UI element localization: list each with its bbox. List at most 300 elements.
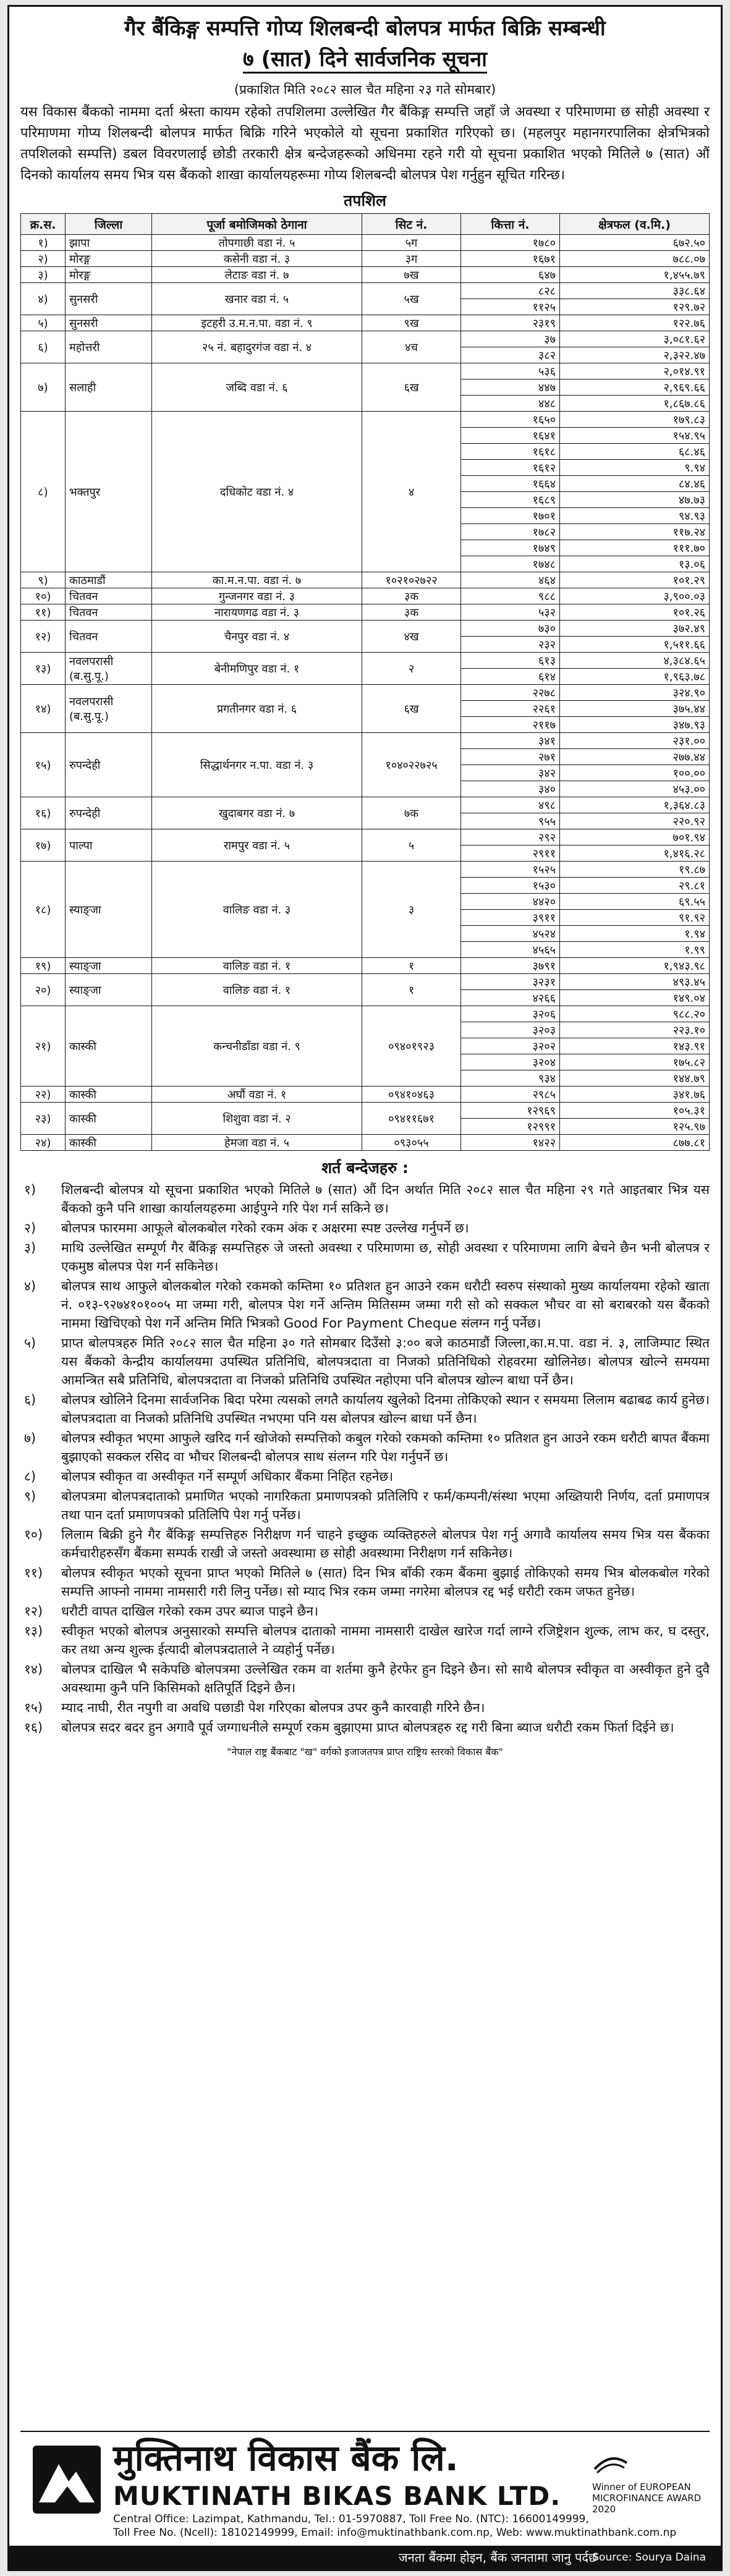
cell-district: स्याङ्जा: [66, 958, 152, 974]
cell-district: भक्तपुर: [66, 412, 152, 572]
cell-area: २,३२२.४७: [560, 347, 710, 363]
cell-sn: ६): [21, 331, 66, 363]
cell-address: वालिङ वडा नं. १: [152, 958, 362, 974]
cell-plot: १६८९: [461, 492, 560, 508]
condition-number: ९): [24, 1489, 36, 1504]
table-row: [21, 1006, 710, 1022]
condition-number: १५): [24, 1700, 43, 1715]
cell-sheet: ५ख: [362, 283, 461, 315]
cell-sn: १९): [21, 958, 66, 974]
cell-plot: ६१४: [461, 669, 560, 685]
condition-text: बोलपत्र साथ आफुले बोलकबोल गरेको रकमको कम्तिमा १० प्रतिशत हुन आउने रकम धरौटी स्वरुप संस्थाको मुख्य कार्यालयमा रहेको खाता नं. ०१३-९२७४१०१००५ मा जम्मा गरी, बोलपत्र पेश गर्ने अन्तिम मितिसम्म जम्मा गरी सो को सक्कल भौचर वा सो बराबरको यस बैंकको नाममा खिचिएको पेश गर्ने अन्तिम मिति भित्रको Good For Payment Cheque संलग्न गर्नु पर्नेछ।: [61, 1279, 710, 1331]
cell-sn: ३): [21, 267, 66, 283]
cell-sn: १८): [21, 862, 66, 958]
condition-item: [20, 1467, 710, 1486]
cell-plot: ४४८: [461, 396, 560, 412]
table-row: [21, 604, 710, 621]
cell-district: कास्की: [66, 1135, 152, 1151]
cell-plot: ३२०४: [461, 1054, 560, 1070]
condition-item: [20, 1718, 710, 1737]
cell-area: २७७.४४: [560, 749, 710, 765]
bank-logo-icon: [33, 2446, 101, 2514]
cell-area: २२०.९२: [560, 813, 710, 829]
cell-plot: ४४७: [461, 379, 560, 396]
condition-number: १४): [24, 1662, 43, 1677]
award-swirl-icon: [592, 2451, 629, 2475]
cell-plot: २३१९: [461, 315, 560, 331]
intro-paragraph: यस विकास बैंकको नाममा दर्ता श्रेस्ता कायम रहेको तपशिलमा उल्लेखित गैर बैंकिङ्ग सम्पत्ति जहाँ जे अवस्था र परिमाणमा छ सोही अवस्था र परिमाणमा गोप्य शिलबन्दी बोलपत्र मार्फत बिक्रि गरिने भएकोले यो सूचना प्रकाशित गरिएको छ। (महलपुर महानगरपालिका क्षेत्रभित्रको तपशिलको सम्पत्ति) डबल विवरणलाई छोडी तरकारी क्षेत्र बन्देजहरूको अधिनमा रहने गरी यो सूचना प्रकाशित भएको मितिले ७ (सात) औं दिनको कार्यालय समय भित्र यस बैंकको शाखा कार्यालयहरूमा गोप्य शिलबन्दी बोलपत्र पेश गर्नुहुन सूचित गरिन्छ।: [20, 104, 710, 183]
cell-sn: १७): [21, 829, 66, 862]
table-row: [21, 733, 710, 749]
table-row: [21, 588, 710, 604]
cell-area: १,४१६.२८: [560, 845, 710, 862]
cell-area: ३३८.६४: [560, 283, 710, 299]
condition-item: [20, 1622, 710, 1659]
award-badge: [592, 2451, 703, 2515]
cell-address: हेमजा वडा नं. ५: [152, 1135, 362, 1151]
table-row: [21, 958, 710, 974]
condition-item: [20, 1602, 710, 1621]
cell-district: स्याङ्जा: [66, 862, 152, 958]
cell-address: जब्दि वडा नं. ६: [152, 363, 362, 412]
cell-address: वालिङ वडा नं. १: [152, 974, 362, 1006]
cell-address: बेनीमणिपुर वडा नं. १: [152, 653, 362, 685]
notice-title: गैर बैंकिङ्ग सम्पत्ति गोप्य शिलबन्दी बोलपत्र मार्फत बिक्रि सम्बन्धी: [124, 16, 606, 41]
license-note: "नेपाल राष्ट्र बैंकबाट "ख" वर्गको इजाजतपत्र प्राप्त राष्ट्रिय स्तरको विकास बैंक": [226, 1746, 504, 1758]
cell-area: ३२४.९०: [560, 685, 710, 701]
condition-item: [20, 1487, 710, 1524]
condition-item: [20, 1334, 710, 1389]
condition-text: शिलबन्दी बोलपत्र यो सूचना प्रकाशित भएको मितिले ७ (सात) औं दिन अर्थात मिति २०८२ साल चैत महिना २९ गते आइतबार भित्र यस बैंकको कुनै पनि शाखा कार्यालयहरुमा आईपुग्ने गरि पेश गर्न सकिने छ।: [61, 1182, 710, 1216]
cell-sn: २४): [21, 1135, 66, 1151]
condition-text: बोलपत्र फारममा आफूले बोलकबोल गरेको रकम अंक र अक्षरमा स्पष्ट उल्लेख गर्नुपर्ने छ।: [61, 1221, 469, 1235]
cell-plot: २२६१: [461, 701, 560, 717]
condition-text: लिलाम बिक्री हुने गैर बैंकिङ्ग सम्पत्तिहरु निरीक्षण गर्न चाहने इच्छुक व्यक्तिहरुले बोलपत्र पेश गर्नु अगावै कार्यालय समय भित्र यस बैंकका कर्मचारीहरुसँग बैंकमा सम्पर्क राखी जे जस्तो अवस्थामा छ सोही अवस्थामा निरीक्षण गर्न सकिनेछ।: [61, 1527, 710, 1561]
cell-area: १७९.८३: [560, 412, 710, 428]
cell-sheet: ७ख: [362, 267, 461, 283]
condition-text: माथि उल्लेखित सम्पूर्ण गैर बैंकिङ्ग सम्पत्तिहरु जे जस्तो अवस्था र परिमाणमा छ, सोही अवस्था र परिमाणमा लागि बेचने छैन भनी बोलपत्र र एकमुष्ठ बोलपत्र पेश गर्न सकिनेछ।: [61, 1240, 710, 1274]
cell-plot: १६५०: [461, 412, 560, 428]
cell-plot: ९५५: [461, 813, 560, 829]
cell-plot: ५३२: [461, 604, 560, 621]
cell-plot: ४४२०: [461, 894, 560, 910]
cell-sheet: ४: [362, 412, 461, 572]
cell-sn: ७): [21, 363, 66, 412]
cell-area: ३४७.९३: [560, 717, 710, 733]
cell-plot: १६१८: [461, 444, 560, 460]
header-area: क्षेत्रफल (व.मि.): [560, 214, 710, 235]
cell-area: ३४१.७६: [560, 1087, 710, 1103]
cell-area: ९८८.२०: [560, 1006, 710, 1022]
condition-text: बोलपत्र खोलिने दिनमा सार्वजनिक बिदा परेमा त्यसको लगतै कार्यालय खुलेको दिनमा तोकिएको स्थान र समयमा लिलाम बढाबढ कार्य हुनेछ। बोलपत्रदाता वा निजको प्रतिनिधि उपस्थित नभएमा पनि यस बोलपत्र खोल्न बाधा पर्ने छैन।: [61, 1392, 710, 1426]
condition-item: [20, 1219, 710, 1237]
cell-plot: ४२६६: [461, 990, 560, 1006]
table-body: [21, 235, 710, 1151]
table-row: [21, 685, 710, 701]
cell-area: ९१.९२: [560, 910, 710, 926]
cell-sheet: ०९३०५५: [362, 1135, 461, 1151]
cell-sn: २०): [21, 974, 66, 1006]
cell-sn: २): [21, 251, 66, 267]
condition-text: बोलपत्र स्वीकृत भएमा आफुले खरिद गर्न खोजेको सम्पत्तिको कबुल गरेको रकमको कम्तिमा १० प्रतिशत हुन आउने रकम धरौटी बापत बैंकमा बुझाएको सक्कल रसिद वा भौचर शिलबन्दी बोलपत्र साथ संलग्न गरि पेश गर्नुपर्ने छ।: [61, 1431, 710, 1464]
cell-area: १०५.३१: [560, 1103, 710, 1119]
cell-area: १७५.८२: [560, 1054, 710, 1070]
cell-sheet: ०९४०१९२३: [362, 1006, 461, 1087]
cell-sn: १४): [21, 685, 66, 733]
source-credit: Source: Sourya Daina: [592, 2551, 706, 2564]
cell-area: १२९.७२: [560, 299, 710, 315]
cell-area: १,८६७.८६: [560, 396, 710, 412]
cell-district: चितवन: [66, 621, 152, 653]
table-row: [21, 235, 710, 251]
cell-plot: ४५२४: [461, 926, 560, 942]
cell-area: १२२.७६: [560, 315, 710, 331]
condition-text: बोलपत्र दाखिल भै सकेपछि बोलपत्रमा उल्लेखित रकम वा शर्तमा कुनै हेरफेर हुन दिइने छैन। सो साथै बोलपत्र स्वीकृत वा अस्वीकृत हुने दुवै अवस्थामा कुनै पनि किसिमको क्षतिपूर्ति दिइने छैन।: [61, 1662, 710, 1695]
cell-address: रामपुर वडा नं. ५: [152, 829, 362, 862]
notice-subtitle-text: ७ (सात) दिने सार्वजनिक सूचना: [243, 47, 487, 74]
cell-plot: १७८०: [461, 235, 560, 251]
cell-district: कास्की: [66, 1103, 152, 1135]
table-header-row: [21, 214, 710, 235]
cell-plot: १२९६९: [461, 1103, 560, 1119]
table-title: तपशिल: [344, 192, 386, 210]
cell-sheet: ५: [362, 829, 461, 862]
cell-plot: ३७: [461, 331, 560, 347]
cell-plot: ३८२: [461, 347, 560, 363]
cell-area: १,४५५.७९: [560, 267, 710, 283]
award-text: Winner of EUROPEAN MICROFINANCE AWARD 2020: [592, 2481, 702, 2515]
condition-number: ७): [24, 1431, 36, 1446]
cell-address: वालिङ वडा नं. ३: [152, 862, 362, 958]
cell-area: १५४.९५: [560, 428, 710, 444]
cell-plot: ३२३१: [461, 974, 560, 990]
table-row: [21, 797, 710, 813]
cell-area: १९.८७: [560, 862, 710, 878]
condition-item: [20, 1180, 710, 1218]
cell-sheet: ९ख: [362, 315, 461, 331]
property-table: [20, 213, 710, 1151]
cell-area: १.९९: [560, 942, 710, 958]
cell-area: ८७७.८१: [560, 1135, 710, 1151]
bank-name-nepali: मुक्तिनाथ विकास बैंक लि.: [113, 2437, 459, 2479]
condition-number: १०): [24, 1527, 43, 1542]
cell-sheet: ३क: [362, 604, 461, 621]
cell-area: १.९४: [560, 926, 710, 942]
cell-sn: १६): [21, 797, 66, 829]
cell-plot: १६६४: [461, 476, 560, 492]
cell-sheet: ६ख: [362, 685, 461, 733]
condition-item: [20, 1660, 710, 1697]
cell-plot: ४९८: [461, 797, 560, 813]
cell-area: ९४.९३: [560, 508, 710, 524]
cell-area: ८४.४६: [560, 476, 710, 492]
cell-area: ७८८.०७: [560, 251, 710, 267]
cell-address: का.म.न.पा. वडा नं. ७: [152, 572, 362, 588]
cell-district: कास्की: [66, 1087, 152, 1103]
cell-district: स्याङ्जा: [66, 974, 152, 1006]
cell-address: खनार वडा नं. ५: [152, 283, 362, 315]
cell-sn: ८): [21, 412, 66, 572]
cell-address: खुदाबगर वडा नं. ७: [152, 797, 362, 829]
table-row: [21, 862, 710, 878]
cell-area: ७०१.९४: [560, 829, 710, 845]
cell-district: चितवन: [66, 604, 152, 621]
table-row: [21, 267, 710, 283]
cell-sheet: ५ग: [362, 235, 461, 251]
cell-area: १,९६३.७८: [560, 669, 710, 685]
published-date: (प्रकाशित मिति २०८२ साल चैत महिना २३ गते सोमबार): [234, 82, 496, 97]
cell-sn: ११): [21, 604, 66, 621]
condition-item: [20, 1429, 710, 1466]
cell-plot: ४६४: [461, 572, 560, 588]
cell-plot: ७३०: [461, 621, 560, 637]
cell-area: १००.००: [560, 765, 710, 781]
cell-plot: २९११: [461, 845, 560, 862]
cell-district: सलाही: [66, 363, 152, 412]
cell-address: गुन्जनगर वडा नं. ३: [152, 588, 362, 604]
cell-area: ३,९००.०३: [560, 588, 710, 604]
table-row: [21, 363, 710, 379]
condition-text: प्राप्त बोलपत्रहरु मिति २०८२ साल चैत महिना ३० गते सोमबार दिउँसो ३:०० बजे काठमाडौं जिल्ला,का.म.पा. वडा नं. ३, लाजिम्पाट स्थित यस बैंकको केन्द्रीय कार्यालयमा उपस्थित प्रतिनिधि, बोलपत्रदाता वा निजको प्रतिनिधिको रोहवरमा खोलिनेछ। बोलपत्र खोल्ने समयमा आमन्त्रित सबै प्रतिनिधि, बोलपत्रदाता वा निजको प्रतिनिधि उपस्थित नहोएमा पनि बोलपत्र खोल्न बाधा पर्ने छैन।: [61, 1336, 710, 1388]
cell-plot: ३७९१: [461, 958, 560, 974]
table-row: [21, 621, 710, 637]
table-row: [21, 251, 710, 267]
cell-district: नवलपरासी (ब.सु.पू.): [66, 685, 152, 733]
cell-plot: ४५६५: [461, 942, 560, 958]
cell-sn: २२): [21, 1087, 66, 1103]
header-sn: क्र.स.: [21, 214, 66, 235]
cell-sn: १): [21, 235, 66, 251]
condition-text: म्याद नाघी, रीत नपुगी वा अवधि पछाडी पेश गरिएका बोलपत्र उपर कुनै कारवाही गरिने छैन।: [61, 1700, 485, 1715]
cell-area: ४५३.००: [560, 781, 710, 797]
notice-subtitle: [20, 44, 710, 75]
cell-plot: १२९९१: [461, 1119, 560, 1135]
condition-text: बोलपत्रमा बोलपत्रदाताको प्रमाणित भएको नागरिकता प्रमाणपत्रको प्रतिलिपि र फर्म/कम्पनी/संस्था भएमा अख्तियारी निर्णय, दर्ता प्रमाणपत्र तथा पान दर्ता प्रमाणपत्रको प्रतिलिपि पेश गर्नु पर्नेछ।: [61, 1489, 710, 1522]
cell-sheet: ६ख: [362, 363, 461, 412]
condition-text: बोलपत्र स्वीकृत वा अस्वीकृत गर्ने सम्पूर्ण अधिकार बैंकमा निहित रहनेछ।: [61, 1469, 394, 1484]
cell-plot: १६४१: [461, 428, 560, 444]
cell-sheet: ०९४११६७१: [362, 1103, 461, 1135]
cell-area: २,०१४.९१: [560, 363, 710, 379]
cell-area: १४३.९१: [560, 1038, 710, 1054]
table-row: [21, 1087, 710, 1103]
cell-sheet: २: [362, 653, 461, 685]
table-row: [21, 1103, 710, 1119]
condition-item: [20, 1277, 710, 1332]
cell-address: नारायणगढ वडा नं. ३: [152, 604, 362, 621]
condition-number: ४): [24, 1279, 36, 1294]
cell-area: ३७२.४९: [560, 621, 710, 637]
cell-plot: १४२२: [461, 1135, 560, 1151]
cell-district: रुपन्देही: [66, 733, 152, 797]
cell-address: शिशुवा वडा नं. २: [152, 1103, 362, 1135]
cell-area: ३,०८१.६२: [560, 331, 710, 347]
cell-sheet: ४ख: [362, 621, 461, 653]
cell-address: तोपगाछी वडा नं. ५: [152, 235, 362, 251]
cell-plot: २३२: [461, 637, 560, 653]
cell-area: १०१.२६: [560, 604, 710, 621]
cell-plot: ६४७: [461, 267, 560, 283]
condition-item: [20, 1698, 710, 1717]
bank-address-line1: Central Office: Lazimpat, Kathmandu, Tel.: 01-5970887, Toll Free No. (NTC): 16600149999,: [113, 2513, 589, 2525]
cell-plot: १६१२: [461, 460, 560, 476]
cell-area: १२५.९७: [560, 1119, 710, 1135]
cell-district: रुपन्देही: [66, 797, 152, 829]
cell-district: महोत्तरी: [66, 331, 152, 363]
cell-plot: ११२५: [461, 299, 560, 315]
cell-area: ६७२.५०: [560, 235, 710, 251]
cell-plot: १७०१: [461, 508, 560, 524]
cell-sheet: १०२१०२७२२: [362, 572, 461, 588]
cell-district: कास्की: [66, 1006, 152, 1087]
cell-address: २५ नं. बहादुरगंज वडा नं. ४: [152, 331, 362, 363]
header-district: जिल्ला: [66, 214, 152, 235]
cell-area: १४४.७९: [560, 1070, 710, 1087]
cell-district: चितवन: [66, 588, 152, 604]
header-sheet: सिट नं.: [362, 214, 461, 235]
condition-number: ६): [24, 1392, 36, 1407]
cell-area: ४७.७३: [560, 492, 710, 508]
cell-sn: १५): [21, 733, 66, 797]
cell-plot: २२७८: [461, 685, 560, 701]
table-row: [21, 974, 710, 990]
cell-area: १,३६४.८३: [560, 797, 710, 813]
header-address: पूर्जा बमोजिमको ठेगाना: [152, 214, 362, 235]
cell-sheet: ३: [362, 862, 461, 958]
notice-sheet: [7, 5, 723, 2571]
table-row: [21, 829, 710, 845]
cell-district: मोरङ्ग: [66, 267, 152, 283]
cell-sheet: ०९४१०४६३: [362, 1087, 461, 1103]
table-row: [21, 331, 710, 347]
cell-district: काठमाडौं: [66, 572, 152, 588]
condition-number: ११): [24, 1566, 43, 1580]
condition-number: ८): [24, 1469, 36, 1484]
cell-plot: ९८८: [461, 588, 560, 604]
table-row: [21, 1135, 710, 1151]
cell-area: २९.८१: [560, 878, 710, 894]
cell-district: मोरङ्ग: [66, 251, 152, 267]
cell-plot: १७४८: [461, 556, 560, 572]
condition-number: १): [24, 1182, 36, 1197]
cell-address: प्रगतीनगर वडा नं. ६: [152, 685, 362, 733]
cell-area: १४९.०४: [560, 990, 710, 1006]
cell-plot: ३४०: [461, 781, 560, 797]
condition-number: ३): [24, 1240, 36, 1255]
cell-address: कसेनी वडा नं. ३: [152, 251, 362, 267]
bank-name-english: MUKTINATH BIKAS BANK LTD.: [113, 2481, 561, 2511]
cell-sn: ४): [21, 283, 66, 315]
cell-district: नवलपरासी (ब.सु.पू.): [66, 653, 152, 685]
cell-sheet: ३ग: [362, 251, 461, 267]
condition-text: बोलपत्र सदर बदर हुन अगावै पूर्व जग्गाधनीले सम्पूर्ण रकम बुझाएमा प्राप्त बोलपत्रहरु रद्द गरी बिना ब्याज धरौटी रकम फिर्ता दिईने छ।: [61, 1720, 674, 1735]
cell-plot: ९३४: [461, 1070, 560, 1087]
cell-plot: १५३०: [461, 878, 560, 894]
condition-number: ५): [24, 1336, 36, 1350]
cell-plot: २७१: [461, 749, 560, 765]
cell-area: १०१.२९: [560, 572, 710, 588]
cell-sheet: ३क: [362, 588, 461, 604]
cell-plot: २११७: [461, 717, 560, 733]
cell-area: ४९३.४५: [560, 974, 710, 990]
cell-sheet: १: [362, 974, 461, 1006]
cell-area: ११७.२४: [560, 524, 710, 540]
cell-plot: १७८२: [461, 524, 560, 540]
cell-area: १,९४३.९८: [560, 958, 710, 974]
cell-plot: ३२०६: [461, 1006, 560, 1022]
cell-sn: १०): [21, 588, 66, 604]
cell-district: सुनसरी: [66, 315, 152, 331]
cell-sn: २३): [21, 1103, 66, 1135]
table-row: [21, 315, 710, 331]
condition-item: [20, 1391, 710, 1428]
cell-sn: ५): [21, 315, 66, 331]
cell-area: २२३.१०: [560, 1022, 710, 1038]
cell-plot: ३२०२: [461, 1038, 560, 1054]
cell-sheet: १: [362, 958, 461, 974]
cell-plot: ३९११: [461, 910, 560, 926]
cell-sheet: ७क: [362, 797, 461, 829]
cell-sn: ९): [21, 572, 66, 588]
header-plot: कित्ता नं.: [461, 214, 560, 235]
cell-sheet: ४च: [362, 331, 461, 363]
cell-area: ९.९४: [560, 460, 710, 476]
cell-sn: १२): [21, 621, 66, 653]
cell-plot: ५३६: [461, 363, 560, 379]
tagline-bar: [9, 2546, 721, 2569]
cell-area: २,९६९.६६: [560, 379, 710, 396]
cell-plot: १७४९: [461, 540, 560, 556]
cell-plot: २९२: [461, 829, 560, 845]
condition-text: धरौटी वापत दाखिल गरेको रकम उपर ब्याज पाइने छैन।: [61, 1604, 319, 1619]
cell-address: चैनपुर वडा नं. ४: [152, 621, 362, 653]
condition-text: स्वीकृत भएको बोलपत्र अनुसारको सम्पत्ति बोलपत्र दाताको नाममा नामसारी दाखेल खारेज गर्दा लाग्ने रजिष्ट्रेशन शुल्क, लाभ कर, घ दस्तुर, कर तथा अन्य शुल्क ईत्यादी बोलपत्रदाताले ने व्यहोर्नु पर्नेछ।: [61, 1624, 710, 1657]
cell-sn: १३): [21, 653, 66, 685]
cell-area: ३७५.४४: [560, 701, 710, 717]
condition-text: बोलपत्र स्वीकृत भएको सूचना प्राप्त भएको मितिले ७ (सात) दिन भित्र बाँकी रकम बैंकमा बुझाई तोकिएको समय भित्र बोलकबोल गरेको सम्पत्ति आफ्नो नाममा नामसारी गरी लिनु पर्नेछ। सो म्याद भित्र रकम जम्मा नगरेमा बोलपत्र रद्द भई धरौटी रकम जफत हुनेछ।: [61, 1566, 710, 1599]
cell-area: ६९.५५: [560, 894, 710, 910]
condition-number: २): [24, 1221, 36, 1235]
cell-plot: १६७१: [461, 251, 560, 267]
condition-item: [20, 1239, 710, 1276]
cell-area: २३१.००: [560, 733, 710, 749]
cell-address: सिद्धार्थनगर न.पा. वडा नं. ३: [152, 733, 362, 797]
bank-footer: [20, 2431, 710, 2542]
tagline-text: जनता बैंकमा होइन, बैंक जनतामा जानु पर्दछ: [398, 2550, 597, 2565]
cell-address: दधिकोट वडा नं. ४: [152, 412, 362, 572]
cell-area: ४,३८४.६५: [560, 653, 710, 669]
cell-address: इटहरी उ.म.न.पा. वडा नं. ९: [152, 315, 362, 331]
cell-address: अर्घौ वडा नं. १: [152, 1087, 362, 1103]
condition-item: [20, 1525, 710, 1562]
cell-area: १,५११.६६: [560, 637, 710, 653]
cell-address: कन्चनीडाँडा वडा नं. ९: [152, 1006, 362, 1087]
cell-district: सुनसरी: [66, 283, 152, 315]
table-row: [21, 653, 710, 669]
cell-address: लेटाङ वडा नं. ७: [152, 267, 362, 283]
condition-number: १६): [24, 1720, 43, 1735]
cell-area: ६८.४६: [560, 444, 710, 460]
condition-number: १२): [24, 1604, 43, 1619]
cell-area: १११.७०: [560, 540, 710, 556]
table-row: [21, 572, 710, 588]
cell-plot: ६१३: [461, 653, 560, 669]
conditions-title: शर्त बन्देजहरु :: [321, 1159, 409, 1177]
conditions-list: [20, 1180, 710, 1737]
cell-area: १३.०६: [560, 556, 710, 572]
table-row: [21, 412, 710, 428]
condition-number: १३): [24, 1624, 43, 1638]
